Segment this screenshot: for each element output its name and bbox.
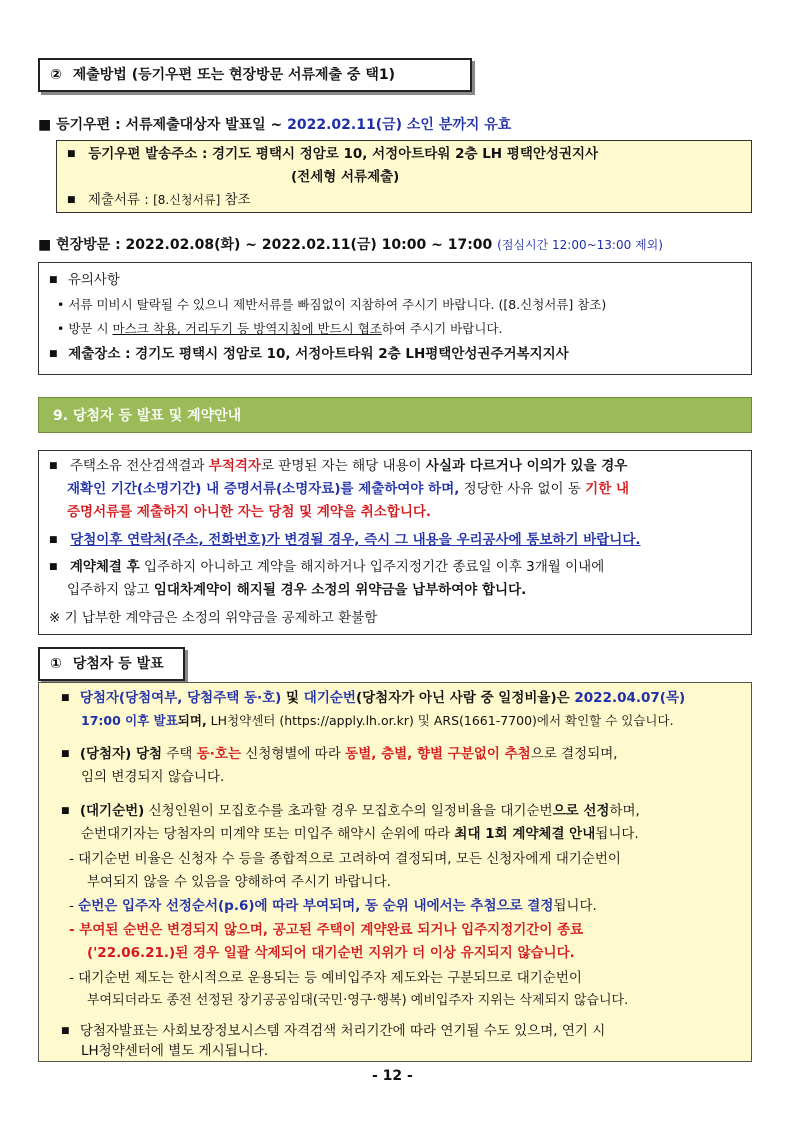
contract-p2-text: 당첨이후 연락처(주소, 전화번호)가 변경될 경우, 즉시 그 내용을 우리공사에 통보하기 바랍니다. [70,532,641,548]
bullet-square: ■ [49,349,58,359]
contract-p1-line3: 증명서류를 제출하지 아니한 자는 당첨 및 계약을 취소합니다. [67,504,432,520]
visit-place-text: 제출장소 : 경기도 평택시 정암로 10, 서정아트타워 2층 LH평택안성권주거복지지사 [68,346,569,362]
mail-address-text: 등기우편 발송주소 : 경기도 평택시 정암로 10, 서정아트타워 2층 LH 평택안성권지사 [88,146,599,162]
winners-b3-b: 신청인원이 모집호수를 초과할 경우 모집호수의 일정비율을 대기순번 [144,803,553,819]
contract-p1-line1 [49,455,627,477]
winners-d3-line2: ('22.06.21.)된 경우 일괄 삭제되어 대기순번 지위가 더 이상 유지되지 않습니다. [87,945,575,961]
bullet-square: ■ [49,275,58,285]
contract-p3-c: 입주하지 않고 [67,582,154,598]
bullet-square: ■ [61,749,70,759]
visit-note-2-prefix: • 방문 시 [57,321,113,336]
submit-method-heading [38,58,472,92]
winners-b3-line2 [81,823,639,845]
visit-notes-title [49,269,120,291]
winners-b2-f: 으로 결정되며, [530,746,618,762]
bullet-square: ■ [67,195,76,205]
winners-b1-a: 당첨자(당첨여부, 당첨주택 동·호) [79,690,282,706]
winners-b1-g: 되며, [177,713,207,728]
contract-panel [38,450,752,635]
contract-p2 [49,529,641,551]
winners-b1-line2 [81,710,674,732]
contract-p3-a: 계약체결 후 [69,559,140,575]
winners-d1-line2: 부여되지 않을 수 있음을 양해하여 주시기 바랍니다. [87,874,391,890]
mail-docs-suffix: 참조 [220,192,251,208]
registered-mail-heading-prefix: ■ 등기우편 : 서류제출대상자 발표일 ~ [38,117,288,133]
winners-b1-d: (당첨자가 아닌 사람 중 일정비율)은 [355,690,575,706]
bullet-square: ■ [61,1026,70,1036]
contract-p1-g: 기한 내 [585,481,629,497]
winners-b1-f: 17:00 이후 발표 [81,713,178,728]
winners-b1-h: LH청약센터 (https://apply.lh.or.kr) 및 ARS(1661-7700)에서 확인할 수 있습니다. [206,713,674,728]
winners-d1-line1: - 대기순번 비율은 신청자 수 등을 종합적으로 고려하여 결정되며, 모든 신청자에게 대기순번이 [69,851,621,867]
mail-docs-ref: [8.신청서류] [153,193,221,207]
winners-heading [38,647,185,681]
registered-mail-panel [56,140,752,213]
contract-p1-f: 정당한 사유 없이 동 [459,481,586,497]
heading-number: ① [50,656,62,672]
contract-p1-e: 재확인 기간(소명기간) 내 증명서류(소명자료)를 제출하여야 하며, [67,481,460,497]
winners-b3-line1 [61,800,640,822]
visit-note-2-suffix: 하여 주시기 바랍니다. [381,321,503,336]
bullet-square: ■ [67,149,76,159]
bullet-square: ■ [61,693,70,703]
bullet-square: ■ [49,461,58,471]
winners-d2-b: 순번은 입주자 선정순서(p.6)에 따라 부여되며, 동 순위 내에서는 추첨으로 결정 [78,898,554,914]
winners-d2 [69,895,597,917]
visit-notes-title-text: 유의사항 [67,272,120,288]
heading-text: 제출방법 (등기우편 또는 현장방문 서류제출 중 택1) [72,67,395,83]
mail-docs [67,189,251,211]
contract-p3-line2 [67,579,526,601]
winners-b2-line2: 임의 변경되지 않습니다. [81,769,225,785]
winners-b3-d: 하며, [609,803,640,819]
winners-d4-line1: - 대기순번 제도는 한시적으로 운용되는 등 예비입주자 제도와는 구분되므로 대기순번이 [69,970,582,986]
contract-p1-c: 로 판명된 자는 해당 내용이 [260,458,426,474]
winners-d2-c: 됩니다. [553,898,597,914]
winners-b2-e: 동별, 층별, 향별 구분없이 추첨 [345,746,531,762]
registered-mail-heading [38,114,511,134]
winners-b3-e: 순번대기자는 당첨자의 미계약 또는 미입주 해약시 순위에 따라 [81,826,455,842]
winners-d3-line1: - 부여된 순번은 변경되지 않으며, 공고된 주택이 계약완료 되거나 입주지정기간이 종료 [69,922,584,938]
contract-p1-line2 [67,478,629,500]
winners-b2-a: (당첨자) 당첨 [79,746,163,762]
winners-b1-e: 2022.04.07(목) [574,690,686,706]
section-9-bar [38,397,752,433]
winners-b2-c: 동·호는 [196,746,241,762]
visit-note-2 [57,318,502,340]
winners-b2-b: 주택 [162,746,197,762]
contract-p3-line1 [49,556,604,578]
winners-b4-a: 당첨자발표는 사회보장정보시스템 자격검색 처리기간에 따라 연기될 수도 있으며, 연기 시 [79,1023,606,1039]
contract-p1-d: 사실과 다르거나 이의가 있을 경우 [425,458,628,474]
contract-p1-b: 부적격자 [208,458,261,474]
winners-b3-a: (대기순번) [79,803,145,819]
contract-p3-b: 입주하지 아니하고 계약을 해지하거나 입주지정기간 종료일 이후 3개월 이내에 [139,559,605,575]
winners-b4-line2: LH청약센터에 별도 게시됩니다. [81,1043,269,1059]
winners-b1-line1 [61,687,685,709]
mail-address-cont: (전세형 서류제출) [291,169,400,185]
bullet-square: ■ [49,562,58,572]
section-9-title: 9. 당첨자 등 발표 및 계약안내 [53,408,242,424]
bullet-square: ■ [61,806,70,816]
mail-docs-label: 제출서류 : [87,192,154,208]
visit-heading [38,234,663,254]
winners-b2-line1 [61,743,618,765]
winners-b3-f: 최대 1회 계약체결 안내 [454,826,596,842]
winners-b4-line1 [61,1020,605,1042]
registered-mail-deadline: 2022.02.11(금) 소인 분까지 유효 [287,117,512,133]
winners-d2-dash: - [69,898,79,914]
heading-number: ② [50,67,62,83]
heading-text: 당첨자 등 발표 [72,656,164,672]
visit-panel [38,262,752,375]
winners-b3-c: 으로 선정 [552,803,610,819]
contract-note: ※ 기 납부한 계약금은 소정의 위약금을 공제하고 환불함 [49,610,378,626]
winners-b1-c: 대기순번 [303,690,356,706]
contract-p1-a: 주택소유 전산검색결과 [69,458,209,474]
visit-note-1: • 서류 미비시 탈락될 수 있으니 제반서류를 빠짐없이 지참하여 주시기 바랍니다. ([8.신청서류] 참조) [57,297,607,312]
bullet-square: ■ [49,535,58,545]
winners-d4-line2: 부여되더라도 종전 선정된 장기공공임대(국민·영구·행복) 예비입주자 지위는 삭제되지 않습니다. [87,993,629,1008]
winners-b2-d: 신청형별에 따라 [241,746,346,762]
page-number: - 12 - [372,1068,413,1084]
visit-note-2-underlined: 마스크 착용, 거리두기 등 방역지침에 반드시 협조 [112,321,382,336]
winners-b1-b: 및 [281,690,304,706]
visit-place [49,343,569,365]
visit-lunch-note: (점심시간 12:00~13:00 제외) [497,238,663,252]
winners-panel [38,682,752,1062]
visit-heading-text: ■ 현장방문 : 2022.02.08(화) ~ 2022.02.11(금) 10:00 ~ 17:00 [38,237,493,253]
mail-address [67,143,598,165]
contract-p3-d: 임대차계약이 해지될 경우 소정의 위약금을 납부하여야 합니다. [153,582,527,598]
winners-b3-g: 됩니다. [595,826,639,842]
